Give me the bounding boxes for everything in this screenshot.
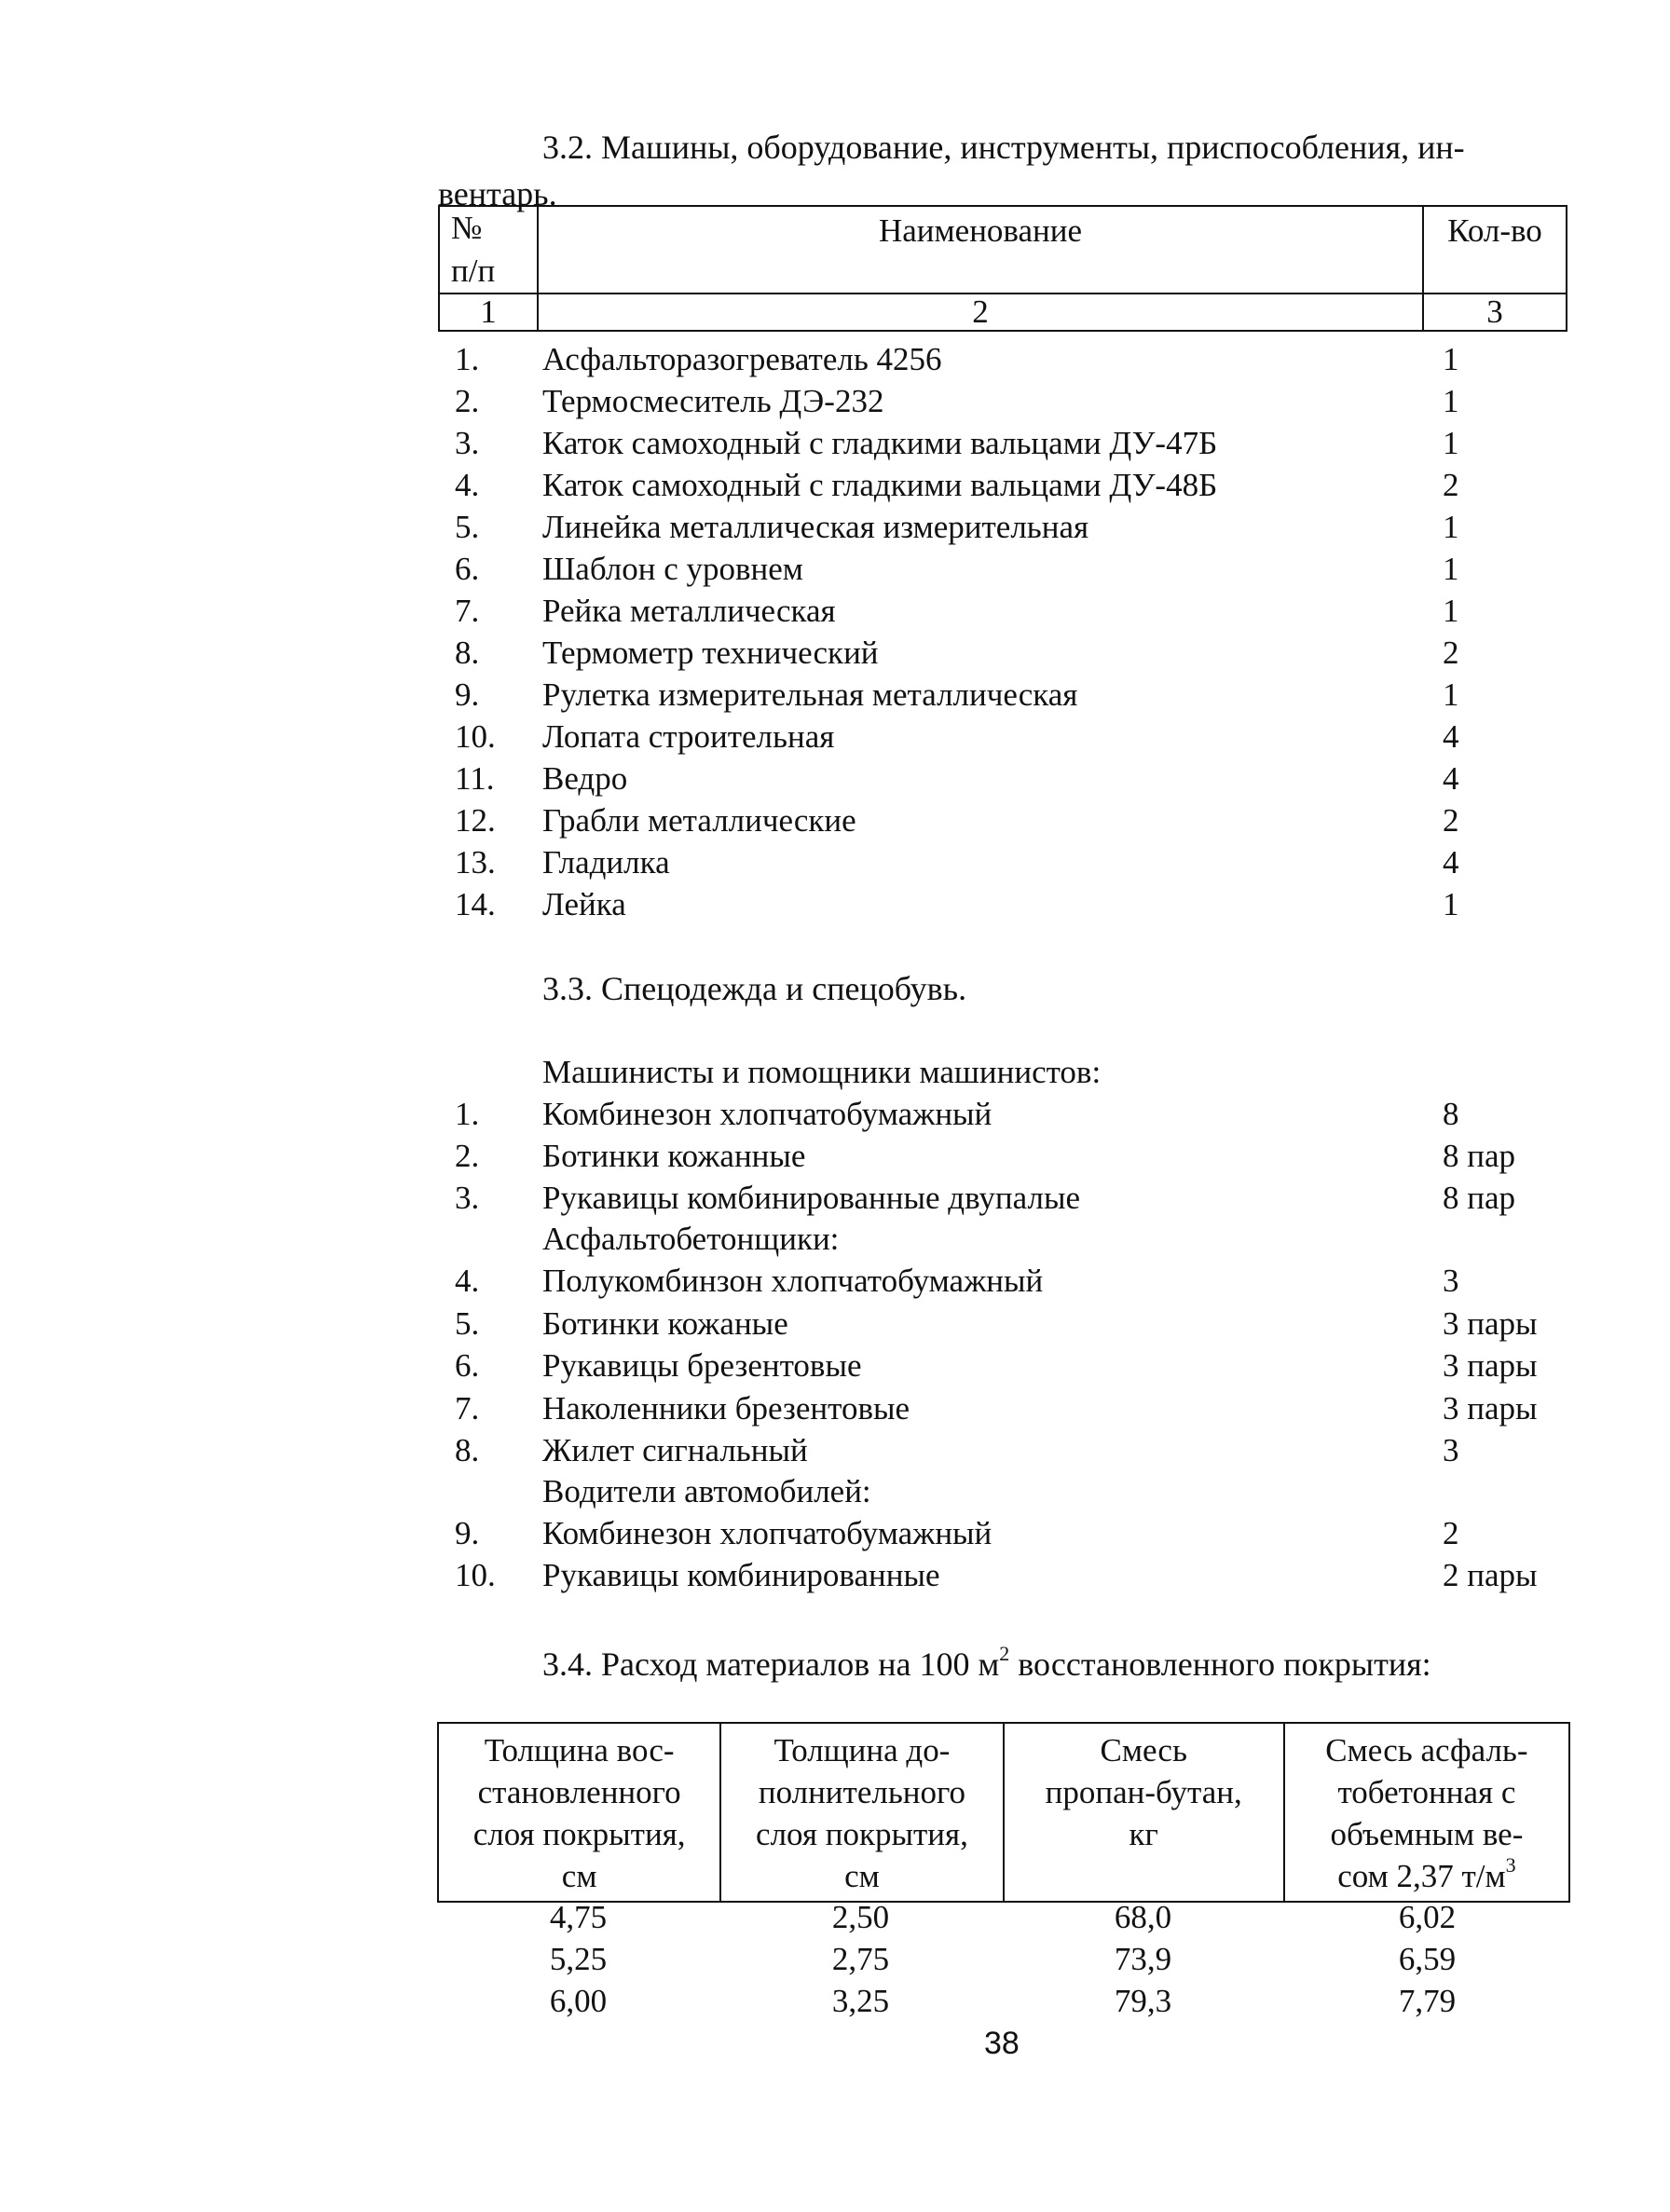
materials-header-cell: Смесь пропан-бутан, кг	[1004, 1723, 1284, 1902]
materials-cell: 4,75	[549, 1899, 608, 1935]
materials-cell: 6,00	[549, 1983, 608, 2019]
ppe-row-qty: 3 пары	[1443, 1304, 1538, 1342]
ppe-row-name: Рукавицы комбинированные двупалые	[542, 1180, 1081, 1216]
equipment-row-name: Шаблон с уровнем	[542, 551, 803, 587]
header-col2: 2	[538, 294, 1423, 331]
ppe-row-qty: 8	[1443, 1096, 1459, 1132]
equipment-row-qty: 1	[1443, 676, 1459, 713]
equipment-row-name: Рулетка измерительная металлическая	[542, 676, 1078, 713]
equipment-row-num: 11.	[455, 760, 495, 797]
page-number: 38	[984, 2026, 1020, 2061]
equipment-row-num: 4.	[455, 467, 480, 503]
ppe-row-name: Жилет сигнальный	[542, 1432, 808, 1468]
section-3-4-title: 3.4. Расход материалов на 100 $м^2$ восстановленного покрытия:	[542, 1642, 1431, 1683]
ppe-row-num: 1.	[455, 1096, 480, 1132]
equipment-row-name: Лопата строительная	[542, 718, 835, 755]
materials-cell: 2,50	[831, 1899, 890, 1935]
equipment-row-qty: 2	[1443, 802, 1459, 839]
equipment-row-qty: 1	[1443, 886, 1459, 922]
ppe-row-name: Комбинезон хлопчатобумажный	[542, 1096, 992, 1132]
ppe-row-name: Полукомбинзон хлопчатобумажный	[542, 1263, 1044, 1299]
equipment-row-num: 1.	[455, 341, 480, 377]
equipment-row-name: Гладилка	[542, 844, 670, 881]
group-asphalt-workers: Асфальтобетонщики:	[542, 1221, 840, 1257]
equipment-row-name: Грабли металлические	[542, 802, 856, 839]
equipment-row-name: Термометр технический	[542, 635, 879, 671]
ppe-row-name: Рукавицы брезентовые	[542, 1347, 862, 1384]
equipment-row-name: Ведро	[542, 760, 628, 797]
ppe-row-qty: 3	[1443, 1263, 1459, 1299]
ppe-row-num: 7.	[455, 1389, 480, 1427]
equipment-row-num: 2.	[455, 383, 480, 419]
equipment-row-qty: 1	[1443, 425, 1459, 461]
ppe-row-qty: 2 пары	[1443, 1557, 1538, 1593]
ppe-row-num: 2.	[455, 1138, 480, 1174]
materials-header-cell: Толщина до- полнительного слоя покрытия, см	[720, 1723, 1003, 1902]
equipment-row-qty: 4	[1443, 844, 1459, 881]
equipment-row-qty: 1	[1443, 551, 1459, 587]
equipment-row-name: Термосмеситель ДЭ-232	[542, 383, 884, 419]
ppe-row-num: 6.	[455, 1347, 480, 1384]
ppe-row-num: 3.	[455, 1180, 480, 1216]
equipment-row-num: 5.	[455, 509, 480, 545]
ppe-row-name: Ботинки кожаные	[542, 1304, 788, 1342]
equipment-table-header	[438, 205, 1567, 332]
equipment-row-num: 3.	[455, 425, 480, 461]
ppe-row-name: Рукавицы комбинированные	[542, 1557, 940, 1593]
materials-cell: 3,25	[831, 1983, 890, 2019]
equipment-row-name: Лейка	[542, 886, 626, 922]
header-qty: Кол-во	[1423, 206, 1567, 294]
equipment-row-qty: 4	[1443, 760, 1459, 797]
equipment-row-num: 9.	[455, 676, 480, 713]
section-3-3-title: 3.3. Спецодежда и спецобувь.	[542, 970, 967, 1007]
materials-header-cell: Толщина вос- становленного слоя покрытия, см	[438, 1723, 720, 1902]
equipment-row-qty: 4	[1443, 718, 1459, 755]
equipment-row-num: 12.	[455, 802, 496, 839]
ppe-row-qty: 3 пары	[1443, 1389, 1538, 1427]
materials-cell: 5,25	[549, 1941, 608, 1977]
equipment-row-name: Рейка металлическая	[542, 593, 836, 629]
group-drivers: Водители автомобилей:	[542, 1473, 871, 1509]
ppe-row-name: Ботинки кожанные	[542, 1138, 806, 1174]
equipment-row-name: Каток самоходный с гладкими вальцами ДУ-47Б	[542, 425, 1218, 461]
ppe-row-num: 4.	[455, 1263, 480, 1299]
section-3-2-title-line2: вентарь.	[438, 175, 557, 212]
ppe-row-qty: 8 пар	[1443, 1180, 1516, 1216]
ppe-row-num: 8.	[455, 1432, 480, 1468]
materials-cell: 79,3	[1114, 1983, 1172, 2019]
header-name: Наименование	[538, 206, 1423, 294]
ppe-row-qty: 3	[1443, 1432, 1459, 1468]
ppe-row-name: Наколенники брезентовые	[542, 1389, 910, 1427]
equipment-row-qty: 1	[1443, 341, 1459, 377]
equipment-row-num: 8.	[455, 635, 480, 671]
equipment-row-name: Линейка металлическая измерительная	[542, 509, 1089, 545]
equipment-row-name: Асфальторазогреватель 4256	[542, 341, 942, 377]
header-col1: 1	[439, 294, 538, 331]
equipment-row-num: 6.	[455, 551, 480, 587]
equipment-row-num: 13.	[455, 844, 496, 881]
ppe-row-qty: 2	[1443, 1515, 1459, 1551]
ppe-row-name: Комбинезон хлопчатобумажный	[542, 1515, 992, 1551]
equipment-row-num: 7.	[455, 593, 480, 629]
materials-header-cell: Смесь асфаль- тобетонная с объемным ве- сом 2,37 $т/м^3$	[1284, 1723, 1569, 1902]
header-col3: 3	[1423, 294, 1567, 331]
equipment-row-qty: 1	[1443, 593, 1459, 629]
ppe-row-qty: 8 пар	[1443, 1138, 1516, 1174]
materials-table-header	[437, 1722, 1570, 1903]
equipment-row-qty: 1	[1443, 509, 1459, 545]
materials-cell: 68,0	[1114, 1899, 1172, 1935]
materials-cell: 6,59	[1398, 1941, 1457, 1977]
ppe-row-num: 9.	[455, 1515, 480, 1551]
ppe-row-qty: 3 пары	[1443, 1347, 1538, 1384]
equipment-row-num: 14.	[455, 886, 496, 922]
equipment-row-qty: 1	[1443, 383, 1459, 419]
materials-cell: 73,9	[1114, 1941, 1172, 1977]
group-machinists: Машинисты и помощники машинистов:	[542, 1054, 1102, 1090]
equipment-row-qty: 2	[1443, 635, 1459, 671]
equipment-row-name: Каток самоходный с гладкими вальцами ДУ-48Б	[542, 467, 1218, 503]
materials-cell: 7,79	[1398, 1983, 1457, 2019]
equipment-row-qty: 2	[1443, 467, 1459, 503]
ppe-row-num: 5.	[455, 1304, 480, 1342]
ppe-row-num: 10.	[455, 1557, 496, 1593]
section-3-2-title-line1: 3.2. Машины, оборудование, инструменты, приспособления, ин-	[542, 129, 1465, 166]
header-num: № п/п	[439, 206, 538, 294]
equipment-row-num: 10.	[455, 718, 496, 755]
materials-cell: 2,75	[831, 1941, 890, 1977]
materials-cell: 6,02	[1398, 1899, 1457, 1935]
